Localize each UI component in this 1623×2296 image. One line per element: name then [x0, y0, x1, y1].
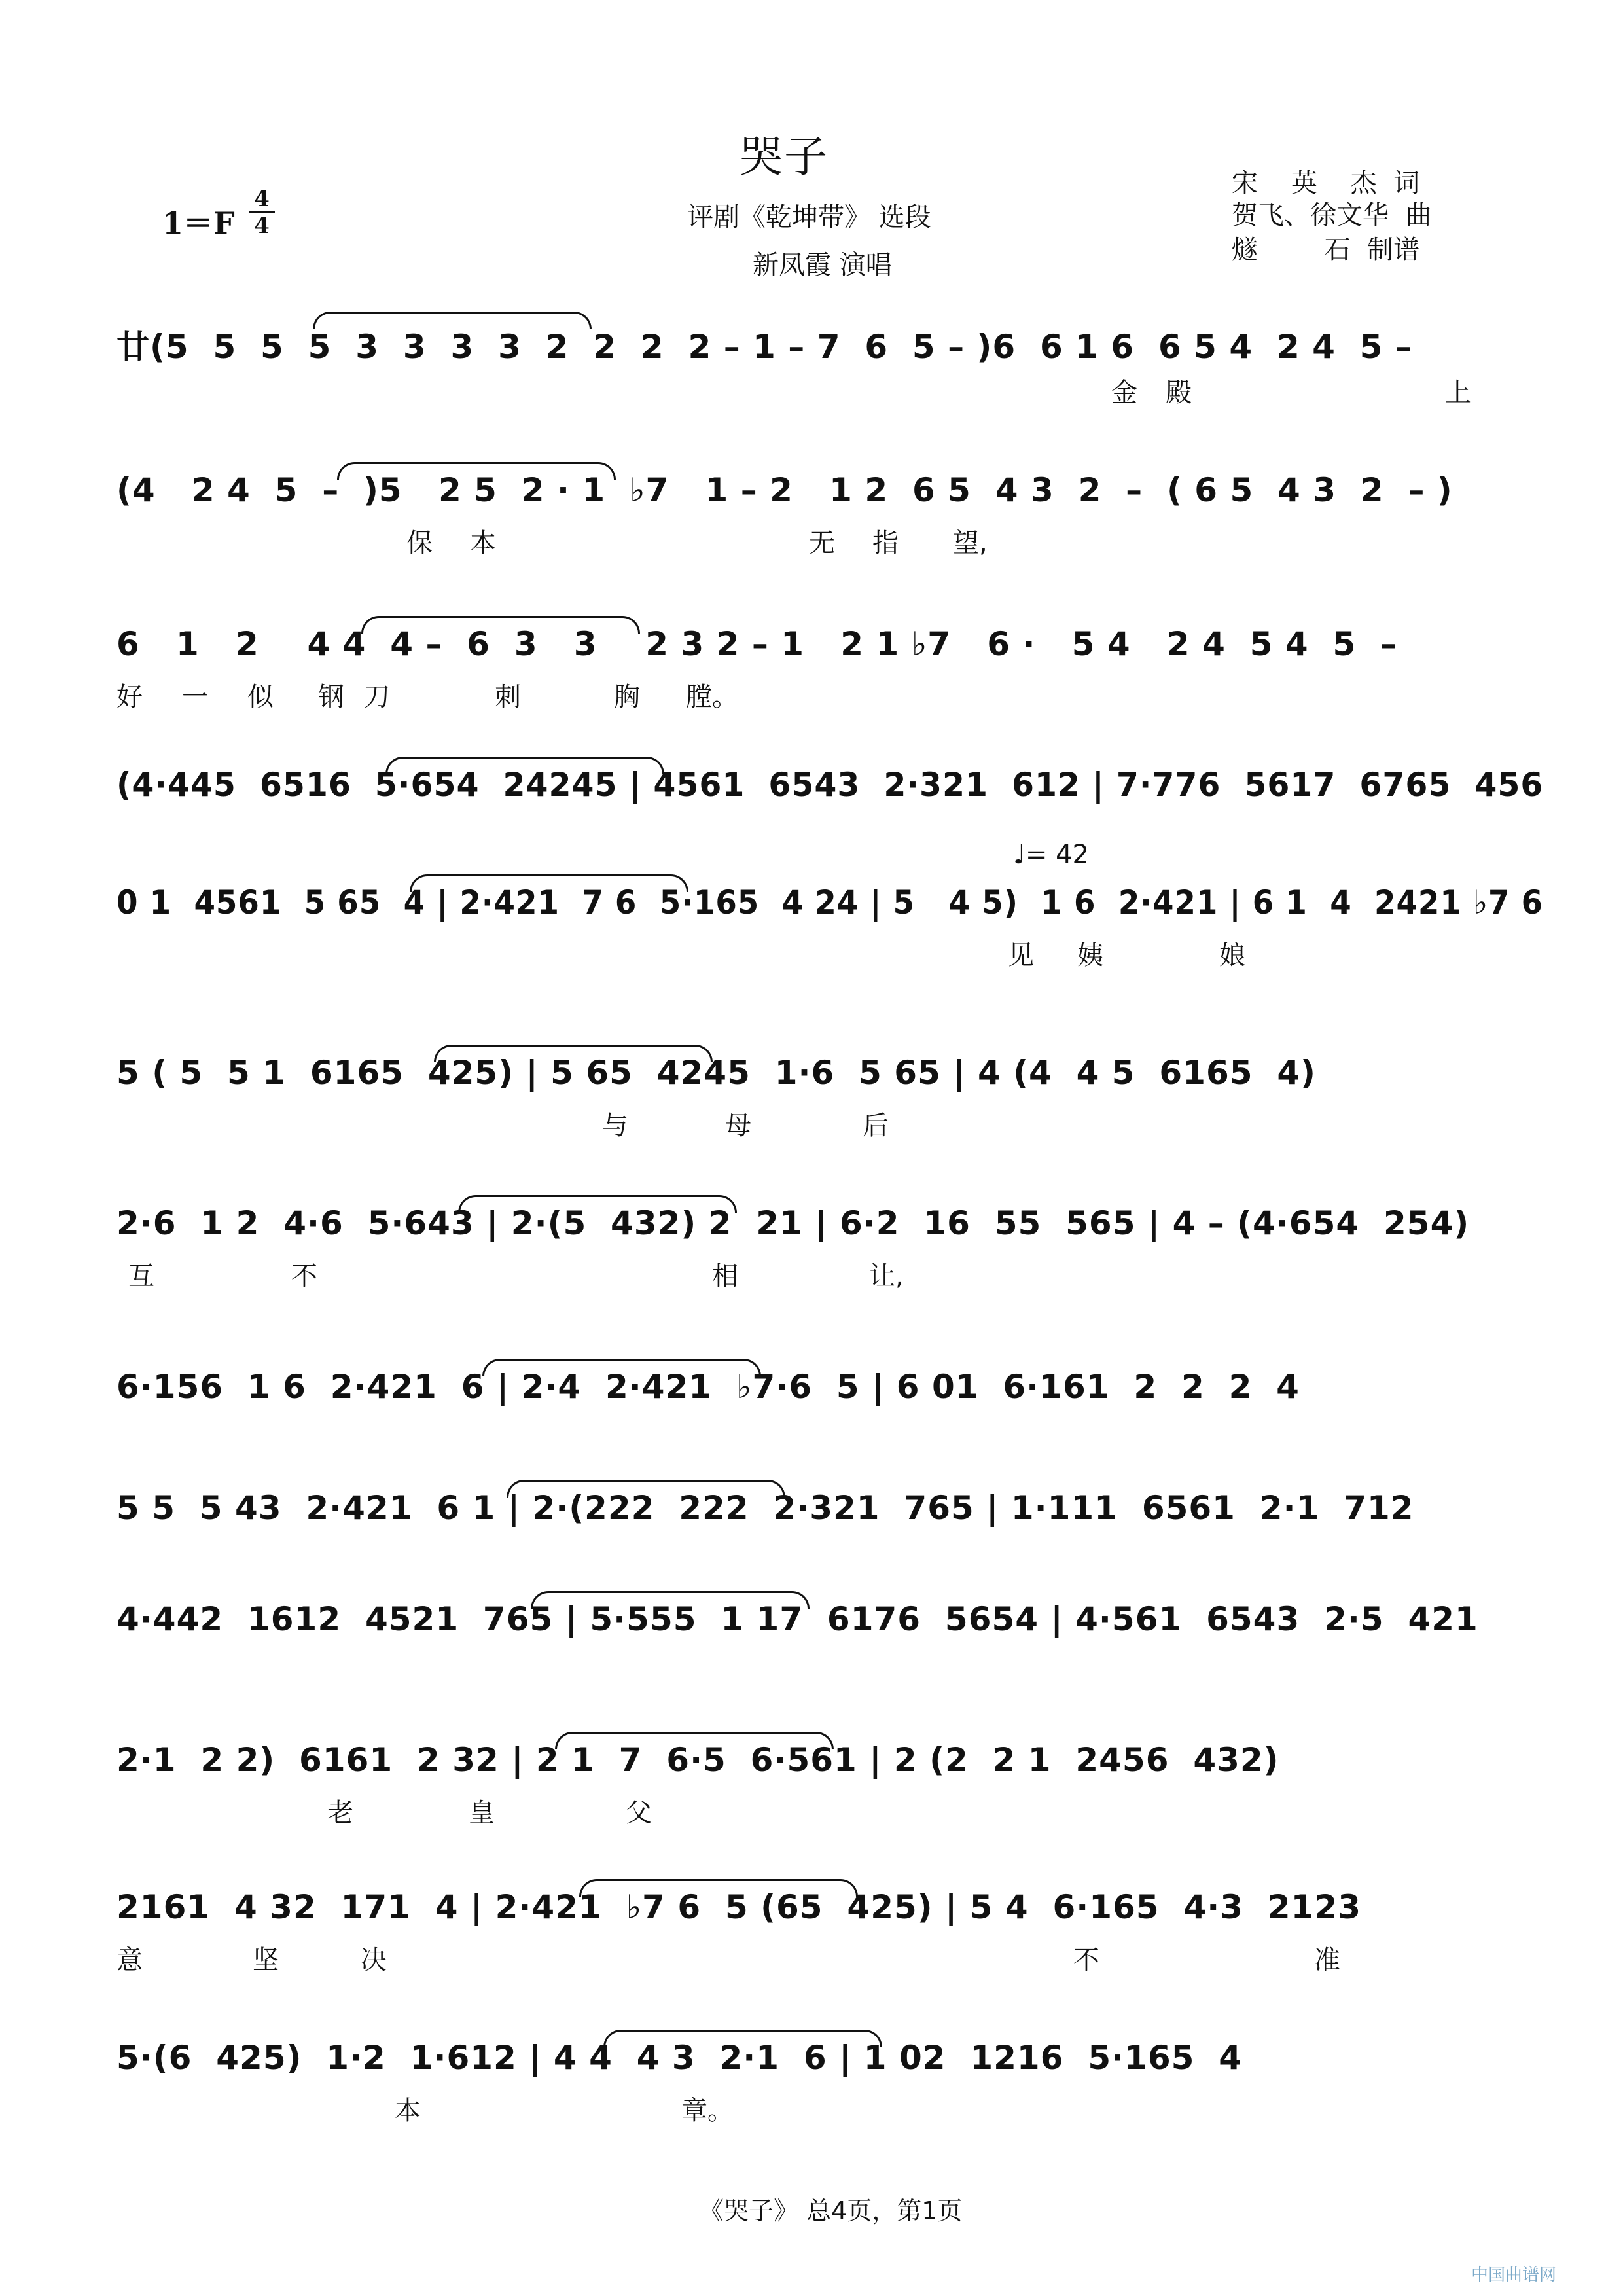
score-system	[116, 884, 1543, 1008]
lyric-char: 殿	[1166, 378, 1192, 408]
lyric-char: 好	[116, 682, 143, 712]
slur-mark	[531, 1591, 810, 1609]
lyric-char: 似	[247, 682, 274, 712]
lyric-char: 不	[1073, 1945, 1099, 1975]
jianpu-notes: 2·1 2 2) 6161 2 32 | 2 1 7 6·5 6·561 | 2 (2 2 1 2456 432)	[116, 1741, 1279, 1779]
score-system	[116, 1888, 1543, 2013]
slur-mark	[603, 2030, 882, 2047]
slur-mark	[555, 1732, 834, 1749]
lyric-char: 保	[406, 528, 433, 558]
jianpu-notes: 0 1 4561 5 65 4 | 2·421 7 6 5·165 4 24 | 5 4 5) 1 6 2·421 | 6 1 4 2421 ♭7 6	[116, 884, 1544, 922]
lyric-char: 不	[291, 1261, 317, 1291]
score-system	[116, 1600, 1543, 1725]
jianpu-notes: 廿(5 5 5 5 3 3 3 3 2 2 2 2 – 1 – 7 6 5 – )6 6 1 6 6 5 4 2 4 5 –	[116, 328, 1412, 366]
lyric-char: 老	[327, 1798, 353, 1828]
lyric-char: 母	[725, 1111, 751, 1141]
score-system	[116, 2039, 1543, 2163]
slur-mark	[361, 616, 640, 634]
lyric-char: 本	[395, 2096, 421, 2126]
tempo-mark: ♩= 42	[1013, 840, 1089, 870]
lyric-char: 见	[1008, 941, 1034, 971]
score-system	[116, 471, 1543, 596]
jianpu-notes: 6 1 2 4 4 4 – 6 3 3 2 3 2 – 1 2 1 ♭7 6 · 5 4 2 4 5 4 5 –	[116, 625, 1398, 663]
time-signature	[249, 187, 275, 238]
page-footer: 《哭子》 总4页，第1页	[699, 2197, 963, 2225]
credit-lyricist: 宋 英 杰 词	[1232, 168, 1420, 198]
lyrics-line	[116, 372, 1543, 408]
lyrics-line	[116, 1792, 1543, 1828]
lyric-char: 上	[1445, 378, 1471, 408]
score-system	[116, 1054, 1543, 1178]
lyric-char: 刺	[495, 682, 521, 712]
score-system	[116, 625, 1543, 749]
meter-bottom: 4	[249, 211, 275, 238]
lyric-char: 本	[470, 528, 496, 558]
lyrics-line	[116, 1939, 1543, 1975]
slur-mark	[410, 874, 688, 892]
jianpu-notes: 4·442 1612 4521 765 | 5·555 1 17 6176 5654 | 4·561 6543 2·5 421	[116, 1600, 1478, 1638]
lyric-char: 金	[1111, 378, 1137, 408]
key-signature: 1＝F	[162, 206, 235, 241]
lyric-char: 刀	[364, 682, 390, 712]
slur-mark	[579, 1879, 858, 1897]
subtitle: 评剧《乾坤带》 选段	[687, 202, 931, 232]
lyric-char: 准	[1314, 1945, 1340, 1975]
lyric-char: 相	[712, 1261, 738, 1291]
lyric-char: 意	[116, 1945, 143, 1975]
slur-mark	[337, 462, 616, 480]
lyric-char: 决	[361, 1945, 387, 1975]
credit-composer: 贺飞、徐文华 曲	[1232, 200, 1432, 230]
lyric-char: 望,	[953, 528, 988, 558]
page-title: 哭子	[740, 132, 829, 182]
lyric-char: 一	[182, 682, 208, 712]
slur-mark	[434, 1045, 713, 1062]
score-system	[116, 321, 1543, 445]
lyric-char: 姨	[1077, 941, 1103, 971]
score-system	[116, 1204, 1543, 1329]
jianpu-notes: 2161 4 32 171 4 | 2·421 ♭7 6 5 (65 425) | 5 4 6·165 4·3 2123	[116, 1888, 1362, 1926]
lyric-char: 互	[128, 1261, 154, 1291]
lyric-char: 钢	[318, 682, 344, 712]
slur-mark	[385, 757, 664, 774]
watermark-logo: 中国曲谱网	[1471, 2265, 1557, 2285]
jianpu-notes: 5·(6 425) 1·2 1·612 | 4 4 4 3 2·1 6 | 1 02 1216 5·165 4	[116, 2039, 1243, 2077]
lyric-char: 父	[626, 1798, 652, 1828]
slur-mark	[458, 1195, 737, 1213]
lyrics-line	[116, 817, 1543, 850]
jianpu-notes: (4·445 6516 5·654 24245 | 4561 6543 2·321 612 | 7·776 5617 6765 456	[116, 766, 1544, 804]
meter-top: 4	[254, 186, 270, 212]
jianpu-notes: 6·156 1 6 2·421 6 | 2·4 2·421 ♭7·6 5 | 6 01 6·161 2 2 2 4	[116, 1368, 1300, 1406]
lyrics-line	[116, 522, 1543, 558]
score-system	[116, 1368, 1543, 1492]
score-system	[116, 1741, 1543, 1865]
singer: 新凤霞 演唱	[753, 250, 892, 280]
jianpu-notes: 2·6 1 2 4·6 5·643 | 2·(5 432) 2 21 | 6·2 16 55 565 | 4 – (4·654 254)	[116, 1204, 1470, 1242]
lyric-char: 无	[809, 528, 835, 558]
lyric-char: 娘	[1219, 941, 1245, 971]
lyrics-line	[116, 1419, 1543, 1452]
lyric-char: 皇	[469, 1798, 495, 1828]
lyric-char: 胸	[614, 682, 640, 712]
jianpu-notes: 5 5 5 43 2·421 6 1 | 2·(222 222 2·321 765 | 1·111 6561 2·1 712	[116, 1489, 1414, 1527]
score-system	[116, 1489, 1543, 1613]
slur-mark	[482, 1359, 761, 1376]
lyric-char: 坚	[253, 1945, 279, 1975]
lyrics-line	[116, 1255, 1543, 1291]
jianpu-notes: 5 ( 5 5 1 6165 425) | 5 65 4245 1·6 5 65 | 4 (4 4 5 6165 4)	[116, 1054, 1317, 1092]
lyrics-line	[116, 935, 1543, 971]
lyrics-line	[116, 676, 1543, 712]
lyric-char: 让,	[869, 1261, 904, 1291]
slur-mark	[313, 312, 592, 329]
jianpu-notes: (4 2 4 5 – )5 2 5 2 · 1 ♭7 1 – 2 1 2 6 5 4 3 2 – ( 6 5 4 3 2 – )	[116, 471, 1453, 509]
lyric-char: 章。	[681, 2096, 734, 2126]
lyrics-line	[116, 1105, 1543, 1141]
lyrics-line	[116, 2090, 1543, 2126]
lyric-char: 指	[872, 528, 899, 558]
credit-transcriber: 燧 石 制谱	[1232, 235, 1420, 265]
lyric-char: 与	[602, 1111, 628, 1141]
lyrics-line	[116, 1540, 1543, 1573]
slur-mark	[507, 1480, 785, 1498]
lyrics-line	[116, 1651, 1543, 1684]
lyric-char: 后	[863, 1111, 889, 1141]
score-system	[116, 766, 1543, 890]
lyric-char: 膛。	[686, 682, 738, 712]
